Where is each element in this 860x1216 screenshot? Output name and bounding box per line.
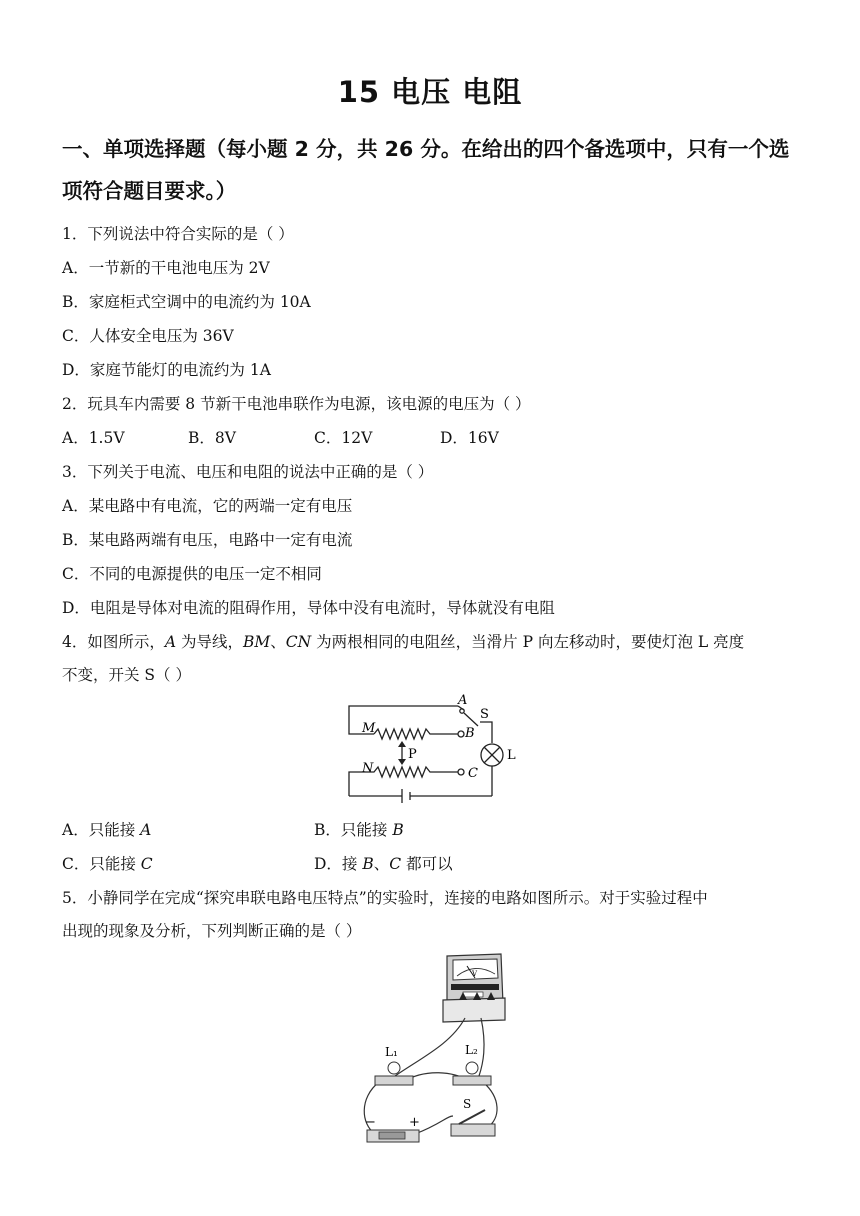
q4-text-b: 为导线， <box>176 633 244 651</box>
q1-option-b: B．家庭柜式空调中的电流约为 10A <box>62 293 311 311</box>
q4-option-c-var: C <box>140 855 153 873</box>
q4-label-m: M <box>362 721 376 736</box>
q5-label-l1: L₁ <box>385 1045 398 1059</box>
q4-stem-line2: 不变，开关 S（ ） <box>62 666 191 684</box>
q4-var-cn: CN <box>285 633 312 651</box>
q4-option-b-text: B．只能接 <box>314 821 393 839</box>
page-title: 15 电压 电阻 <box>337 75 523 109</box>
q4-option-b <box>314 818 404 840</box>
q2-option-b: B．8V <box>188 429 236 447</box>
q4-label-a: A <box>458 693 468 708</box>
q4-var-a: A <box>164 633 177 651</box>
q4-option-b-var: B <box>392 821 404 839</box>
q4-var-bm: BM <box>243 633 271 651</box>
q1-option-d: D．家庭节能灯的电流约为 1A <box>62 361 271 379</box>
q4-label-p: P <box>408 747 417 762</box>
q5-label-minus: − <box>365 1115 376 1130</box>
q4-label-l: L <box>507 748 516 763</box>
q4-label-b: B <box>465 726 475 741</box>
q3-stem: 3．下列关于电流、电压和电阻的说法中正确的是（ ） <box>62 463 434 481</box>
section-heading: 一、单项选择题（每小题 2 分，共 26 分。在给出的四个备选项中，只有一个选项符合题目要求。） <box>62 137 790 203</box>
q4-text-a: 4．如图所示， <box>62 633 165 651</box>
q4-sep: 、 <box>270 633 286 651</box>
q5-label-plus: + <box>409 1115 420 1130</box>
q2-stem: 2．玩具车内需要 8 节新干电池串联作为电源，该电源的电压为（ ） <box>62 395 531 413</box>
q1-option-a: A．一节新的干电池电压为 2V <box>62 259 270 277</box>
q2-option-a: A．1.5V <box>62 429 125 447</box>
q5-stem-line1: 5．小静同学在完成“探究串联电路电压特点”的实验时，连接的电路如图所示。对于实验过程中 <box>62 889 708 907</box>
q4-option-a-text: A．只能接 <box>62 821 141 839</box>
voltmeter <box>443 954 505 1022</box>
q4-option-c <box>62 852 153 874</box>
q3-option-c: C．不同的电源提供的电压一定不相同 <box>62 565 322 583</box>
q5-stem-line2: 出现的现象及分析，下列判断正确的是（ ） <box>62 922 362 940</box>
q4-option-d-var1: B <box>362 855 374 873</box>
q5-label-l2: L₂ <box>465 1043 478 1057</box>
q4-option-d-text: D．接 <box>314 855 363 873</box>
q4-label-c: C <box>468 766 478 781</box>
q4-option-d-sep: 、 <box>373 855 390 873</box>
voltmeter-unit: V <box>472 970 478 978</box>
q2-option-c: C．12V <box>314 429 373 447</box>
q4-label-n: N <box>362 761 374 776</box>
q4-option-a <box>62 818 151 840</box>
q3-option-d: D．电阻是导体对电流的阻碍作用，导体中没有电流时，导体就没有电阻 <box>62 599 555 617</box>
q4-option-a-var: A <box>140 821 152 839</box>
q3-option-b: B．某电路两端有电压，电路中一定有电流 <box>62 531 353 549</box>
q1-option-c: C．人体安全电压为 36V <box>62 327 234 345</box>
q4-option-c-text: C．只能接 <box>62 855 141 873</box>
q4-option-d-var2: C <box>389 855 402 873</box>
q4-option-d <box>314 852 453 874</box>
q1-stem: 1．下列说法中符合实际的是（ ） <box>62 225 294 243</box>
q5-label-s: S <box>463 1097 472 1111</box>
q3-option-a: A．某电路中有电流，它的两端一定有电压 <box>62 497 353 515</box>
q4-label-s: S <box>480 707 489 722</box>
q4-circuit-diagram <box>340 692 530 804</box>
q4-stem-line1 <box>62 630 744 652</box>
q4-option-d-suffix: 都可以 <box>401 855 453 873</box>
q2-option-d: D．16V <box>440 429 499 447</box>
q5-circuit-illustration <box>355 948 515 1148</box>
q4-text-c: 为两根相同的电阻丝，当滑片 P 向左移动时，要使灯泡 L 亮度 <box>311 633 745 651</box>
